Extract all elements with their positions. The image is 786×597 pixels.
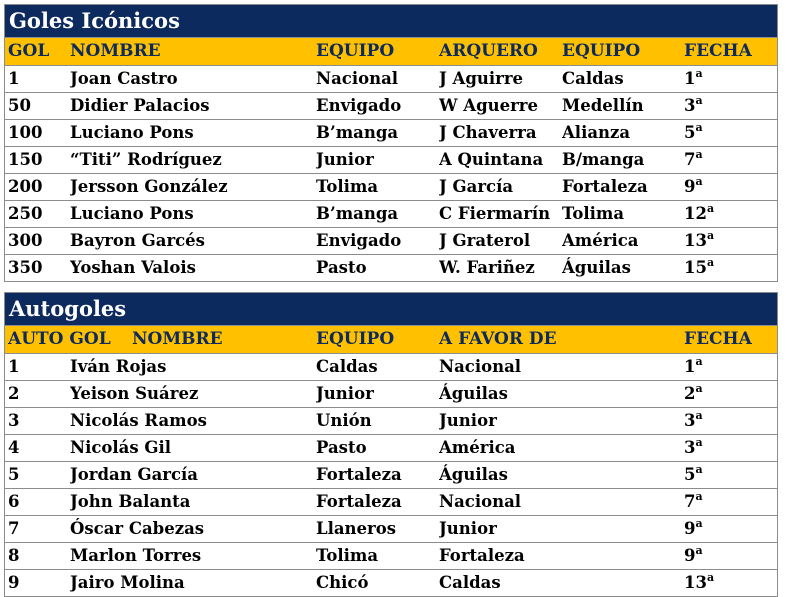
fecha-ordinal: a — [695, 354, 703, 368]
beneficiary-team: Junior — [439, 519, 497, 538]
team-name: Pasto — [316, 258, 367, 277]
autogoles-header-row — [5, 325, 777, 353]
auto-gol-number: 6 — [8, 492, 20, 511]
beneficiary-team: Águilas — [439, 384, 508, 403]
gol-number: 100 — [8, 123, 43, 142]
team-name: Tolima — [316, 546, 379, 565]
team-name: Fortaleza — [316, 492, 402, 511]
fecha-ordinal: a — [706, 255, 715, 269]
player-name: Joan Castro — [70, 69, 178, 88]
fecha-cell — [684, 66, 703, 92]
fecha-cell — [684, 147, 703, 173]
table-row — [5, 173, 777, 200]
gol-number: 150 — [8, 150, 43, 169]
fecha-ordinal: a — [695, 516, 703, 530]
table-row — [5, 254, 777, 281]
beneficiary-team: Nacional — [439, 357, 522, 376]
player-name: John Balanta — [70, 492, 191, 511]
goalkeeper-team: Águilas — [562, 258, 631, 277]
table-row — [5, 515, 777, 542]
player-name: Luciano Pons — [70, 204, 194, 223]
fecha-ordinal: a — [695, 93, 703, 107]
header-equipo-arquero: EQUIPO — [562, 41, 641, 61]
fecha-number: 15 — [684, 258, 707, 277]
gol-number: 50 — [8, 96, 31, 115]
fecha-ordinal: a — [695, 174, 703, 188]
fecha-ordinal: a — [695, 462, 703, 476]
goles-header-row — [5, 37, 777, 65]
team-name: Tolima — [316, 177, 379, 196]
fecha-ordinal: a — [695, 120, 703, 134]
goalkeeper-team: América — [562, 231, 639, 250]
table-row — [5, 65, 777, 92]
team-name: Fortaleza — [316, 465, 402, 484]
fecha-ordinal: a — [695, 66, 703, 80]
player-name: Luciano Pons — [70, 123, 194, 142]
team-name: Unión — [316, 411, 372, 430]
goalkeeper-name: A Quintana — [439, 150, 544, 169]
fecha-cell — [684, 354, 703, 380]
team-name: Llaneros — [316, 519, 397, 538]
fecha-cell — [684, 255, 714, 281]
goalkeeper-team: Tolima — [562, 204, 625, 223]
header-arquero: ARQUERO — [439, 41, 538, 61]
player-name: Jersson González — [70, 177, 228, 196]
fecha-cell — [684, 489, 703, 515]
header-auto-gol: AUTO GOL — [8, 329, 111, 349]
table-row — [5, 200, 777, 227]
goalkeeper-name: J Graterol — [439, 231, 531, 250]
fecha-number: 13 — [684, 573, 707, 592]
goalkeeper-name: W Aguerre — [439, 96, 538, 115]
auto-gol-number: 5 — [8, 465, 20, 484]
fecha-cell — [684, 201, 714, 227]
auto-gol-number: 2 — [8, 384, 20, 403]
player-name: Bayron Garcés — [70, 231, 205, 250]
goalkeeper-name: J García — [439, 177, 514, 196]
fecha-ordinal: a — [706, 228, 715, 242]
fecha-cell — [684, 435, 703, 461]
table-row — [5, 542, 777, 569]
table-row — [5, 146, 777, 173]
goalkeeper-name: J Chaverra — [439, 123, 537, 142]
player-name: Nicolás Gil — [70, 438, 172, 457]
fecha-cell — [684, 408, 703, 434]
fecha-ordinal: a — [695, 435, 703, 449]
fecha-cell — [684, 570, 714, 596]
fecha-cell — [684, 516, 703, 542]
fecha-ordinal: a — [706, 570, 715, 584]
header-fecha: FECHA — [684, 329, 752, 349]
gol-number: 350 — [8, 258, 43, 277]
fecha-cell — [684, 93, 703, 119]
header-gol: GOL — [8, 41, 50, 61]
auto-gol-number: 1 — [8, 357, 20, 376]
fecha-ordinal: a — [695, 147, 703, 161]
auto-gol-number: 4 — [8, 438, 20, 457]
gol-number: 300 — [8, 231, 43, 250]
table-row — [5, 434, 777, 461]
autogoles-table — [4, 292, 778, 597]
team-name: Envigado — [316, 96, 402, 115]
fecha-cell — [684, 174, 703, 200]
team-name: Caldas — [316, 357, 378, 376]
goalkeeper-name: J Aguirre — [439, 69, 524, 88]
fecha-ordinal: a — [695, 381, 703, 395]
player-name: Jairo Molina — [70, 573, 185, 592]
player-name: “Titi” Rodríguez — [70, 150, 222, 169]
table-row — [5, 119, 777, 146]
header-nombre: NOMBRE — [132, 329, 223, 349]
table-row — [5, 380, 777, 407]
player-name: Didier Palacios — [70, 96, 210, 115]
fecha-number: 9 — [684, 177, 696, 196]
goles-iconicos-title: Goles Icónicos — [5, 5, 777, 37]
fecha-number: 13 — [684, 231, 707, 250]
fecha-number: 7 — [684, 150, 696, 169]
team-name: Envigado — [316, 231, 402, 250]
fecha-cell — [684, 120, 703, 146]
team-name: Nacional — [316, 69, 399, 88]
table-row — [5, 569, 777, 596]
fecha-ordinal: a — [706, 201, 715, 215]
beneficiary-team: Águilas — [439, 465, 508, 484]
fecha-number: 3 — [684, 438, 696, 457]
fecha-number: 2 — [684, 384, 696, 403]
player-name: Jordan García — [70, 465, 198, 484]
fecha-number: 5 — [684, 465, 696, 484]
player-name: Yeison Suárez — [70, 384, 199, 403]
fecha-ordinal: a — [695, 408, 703, 422]
goalkeeper-name: C Fiermarín — [439, 204, 551, 223]
header-equipo: EQUIPO — [316, 329, 395, 349]
auto-gol-number: 7 — [8, 519, 20, 538]
team-name: Pasto — [316, 438, 367, 457]
goalkeeper-name: W. Fariñez — [439, 258, 535, 277]
fecha-cell — [684, 381, 703, 407]
gol-number: 1 — [8, 69, 20, 88]
fecha-number: 12 — [684, 204, 707, 223]
fecha-number: 9 — [684, 519, 696, 538]
table-row — [5, 461, 777, 488]
fecha-number: 1 — [684, 357, 696, 376]
player-name: Nicolás Ramos — [70, 411, 207, 430]
header-equipo: EQUIPO — [316, 41, 395, 61]
fecha-number: 1 — [684, 69, 696, 88]
beneficiary-team: Junior — [439, 411, 497, 430]
player-name: Iván Rojas — [70, 357, 167, 376]
table-row — [5, 353, 777, 380]
table-row — [5, 488, 777, 515]
fecha-cell — [684, 228, 714, 254]
goalkeeper-team: Caldas — [562, 69, 624, 88]
goles-iconicos-table — [4, 4, 778, 282]
beneficiary-team: América — [439, 438, 516, 457]
auto-gol-number: 3 — [8, 411, 20, 430]
player-name: Marlon Torres — [70, 546, 202, 565]
goalkeeper-team: Alianza — [562, 123, 631, 142]
gol-number: 250 — [8, 204, 43, 223]
fecha-number: 3 — [684, 96, 696, 115]
table-row — [5, 92, 777, 119]
team-name: B’manga — [316, 204, 399, 223]
table-row — [5, 227, 777, 254]
goalkeeper-team: Fortaleza — [562, 177, 648, 196]
fecha-number: 5 — [684, 123, 696, 142]
goalkeeper-team: Medellín — [562, 96, 644, 115]
table-row — [5, 407, 777, 434]
beneficiary-team: Caldas — [439, 573, 501, 592]
autogoles-title: Autogoles — [5, 293, 777, 325]
beneficiary-team: Fortaleza — [439, 546, 525, 565]
fecha-number: 7 — [684, 492, 696, 511]
team-name: Junior — [316, 150, 374, 169]
player-name: Óscar Cabezas — [70, 519, 205, 538]
auto-gol-number: 8 — [8, 546, 20, 565]
fecha-ordinal: a — [695, 489, 703, 503]
fecha-cell — [684, 462, 703, 488]
team-name: Chicó — [316, 573, 369, 592]
team-name: Junior — [316, 384, 374, 403]
beneficiary-team: Nacional — [439, 492, 522, 511]
team-name: B’manga — [316, 123, 399, 142]
header-fecha: FECHA — [684, 41, 752, 61]
auto-gol-number: 9 — [8, 573, 20, 592]
fecha-number: 3 — [684, 411, 696, 430]
fecha-ordinal: a — [695, 543, 703, 557]
fecha-cell — [684, 543, 703, 569]
header-a-favor-de: A FAVOR DE — [439, 329, 557, 349]
goalkeeper-team: B/manga — [562, 150, 645, 169]
player-name: Yoshan Valois — [70, 258, 196, 277]
gol-number: 200 — [8, 177, 43, 196]
fecha-number: 9 — [684, 546, 696, 565]
header-nombre: NOMBRE — [70, 41, 161, 61]
